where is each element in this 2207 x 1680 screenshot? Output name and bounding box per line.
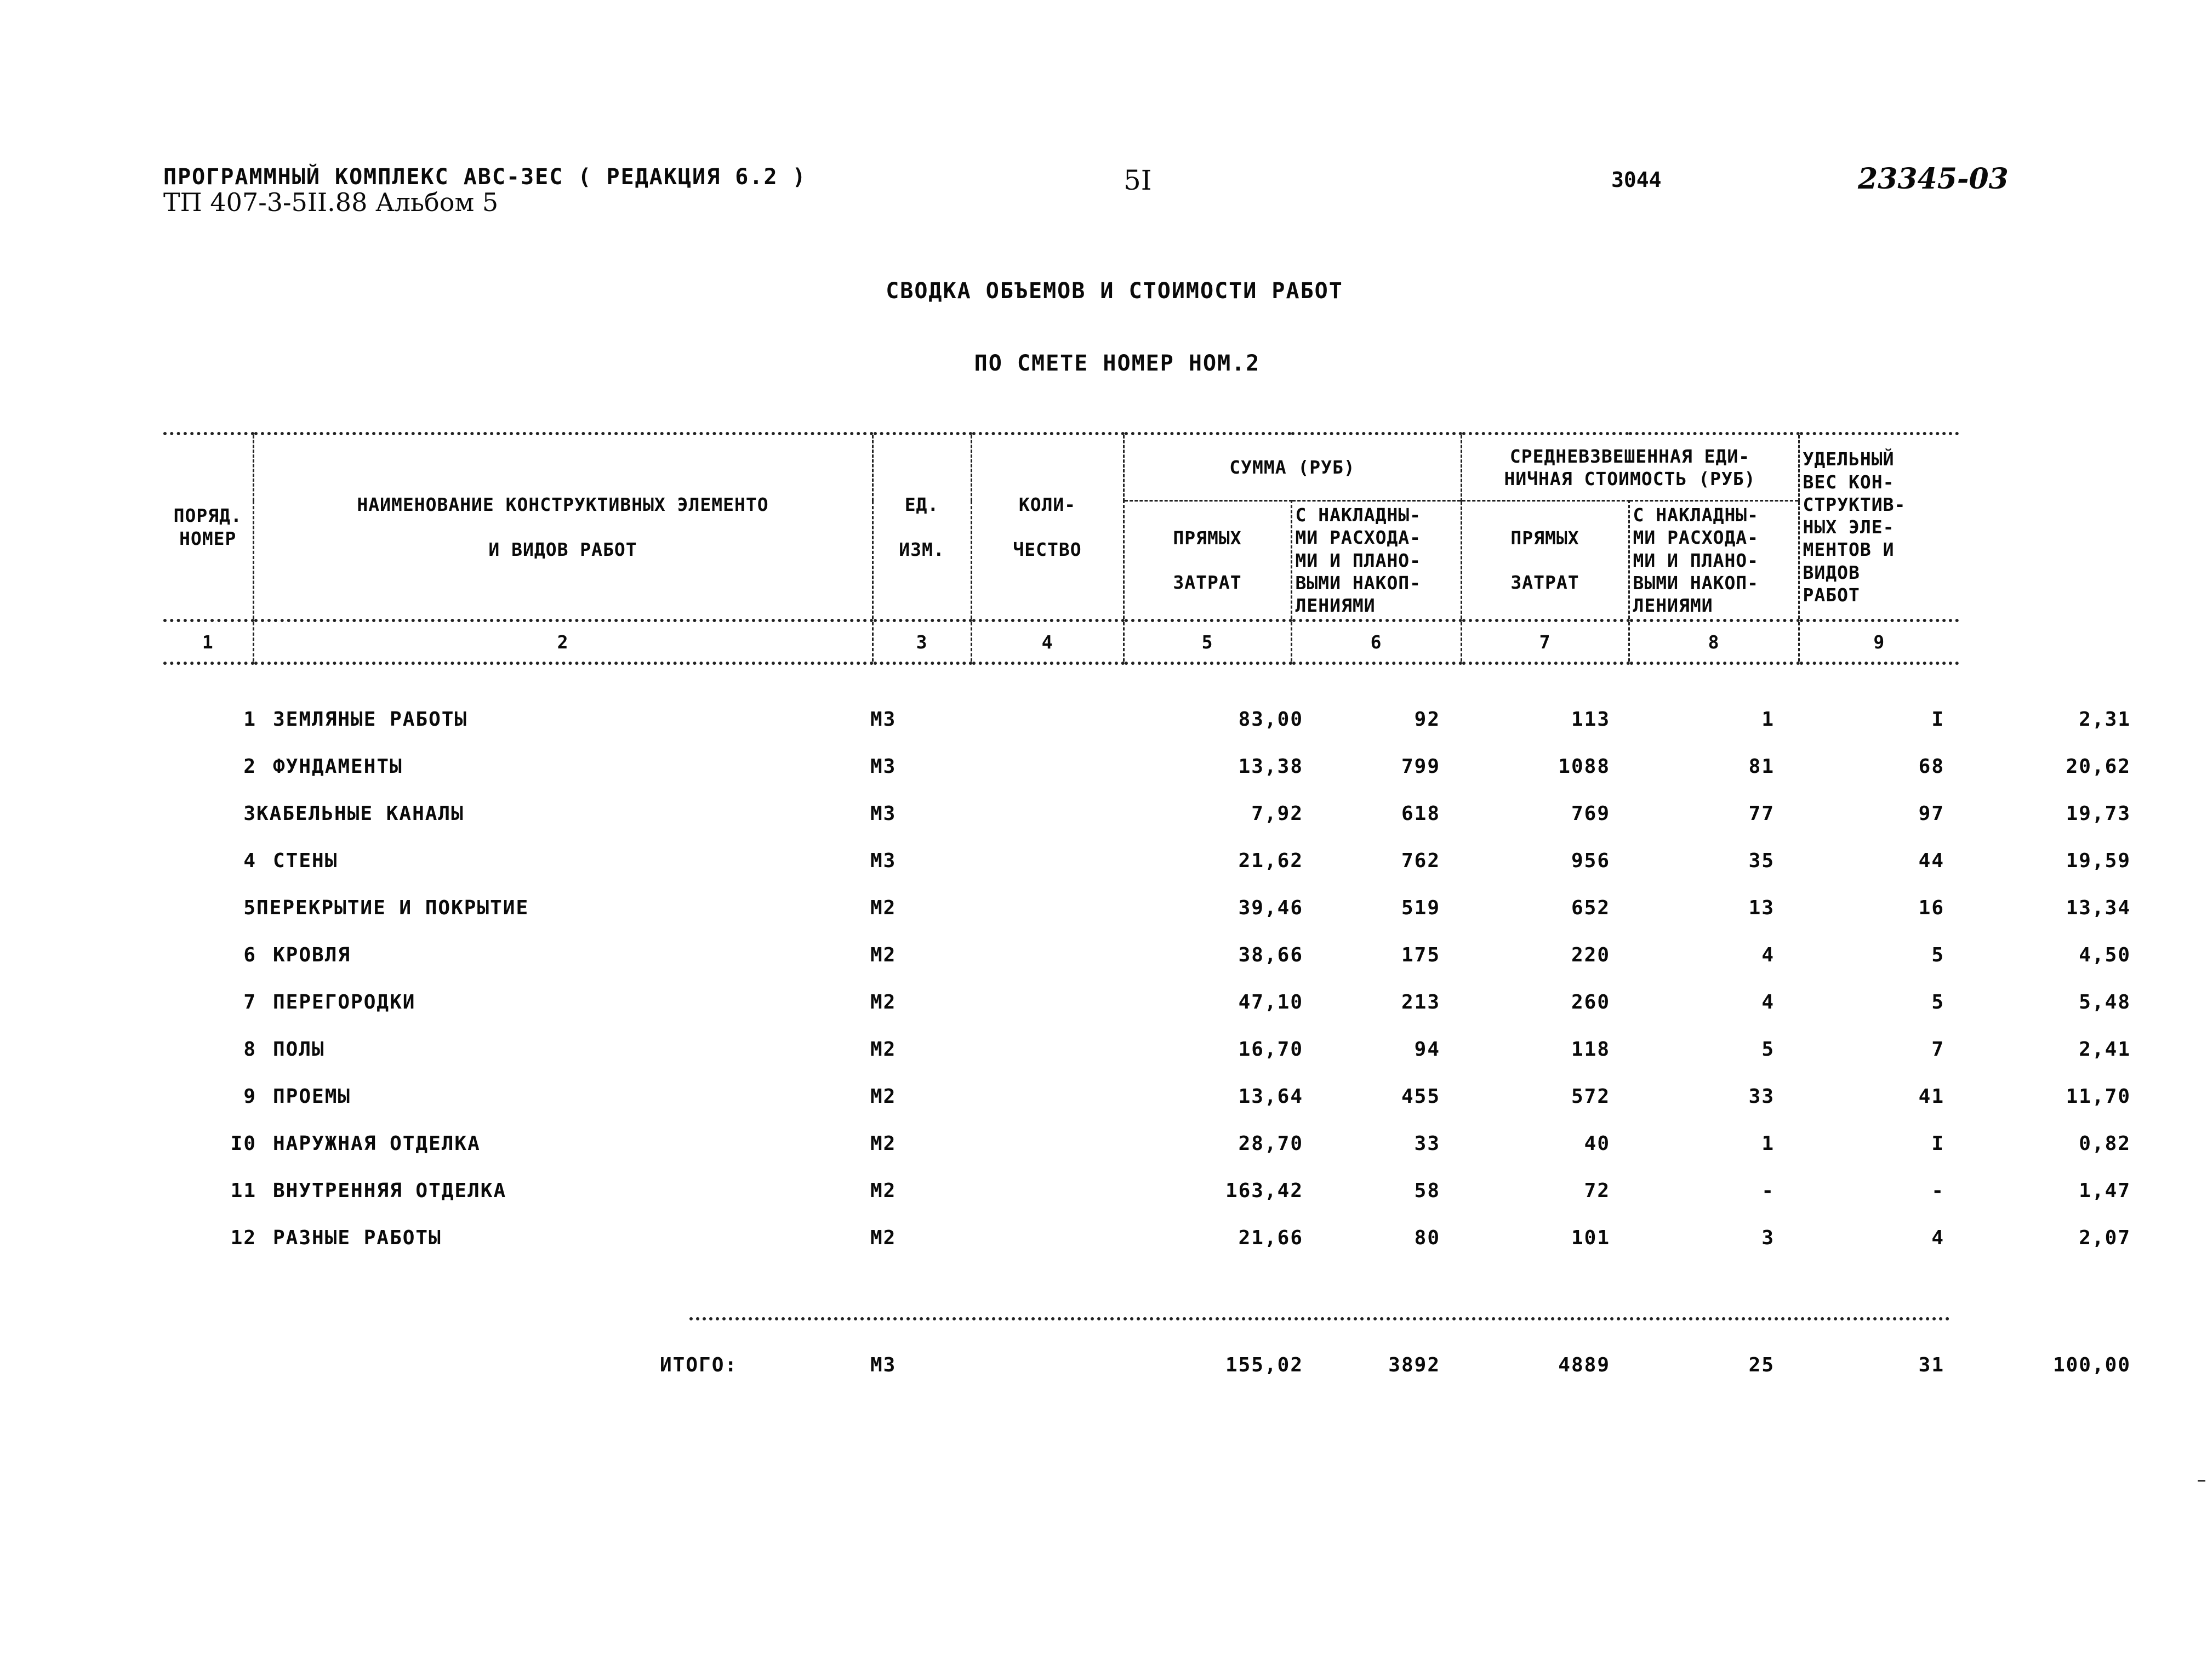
header-order-number: ПОРЯД. НОМЕР <box>163 434 253 620</box>
row-number: 7 <box>243 991 256 1013</box>
header-average-cost-group: СРЕДНЕВЗВЕШЕННАЯ ЕДИ- НИЧНАЯ СТОИМОСТЬ (РУБ) <box>1461 434 1799 501</box>
row-unit: М3 <box>870 708 897 731</box>
total-separator <box>689 1317 1950 1320</box>
row-name: НАРУЖНАЯ ОТДЕЛКА <box>273 1132 481 1155</box>
row-avg-direct: - <box>1761 1180 1775 1202</box>
total-label: ИТОГО: <box>660 1354 738 1376</box>
row-unit: М2 <box>870 897 897 919</box>
row-quantity: 39,46 <box>1238 897 1303 919</box>
row-direct: 618 <box>1401 802 1440 825</box>
row-avg-overhead: I <box>1931 1132 1944 1155</box>
row-quantity: 21,62 <box>1238 850 1303 872</box>
table-row <box>163 897 2131 944</box>
row-overhead: 652 <box>1571 897 1610 919</box>
column-number: 2 <box>253 620 872 663</box>
row-number: I0 <box>230 1132 256 1155</box>
row-number: 11 <box>230 1180 256 1202</box>
table-row <box>163 850 2131 897</box>
row-name: ЗЕМЛЯНЫЕ РАБОТЫ <box>273 708 468 731</box>
table-row <box>163 755 2131 802</box>
row-avg-overhead: 16 <box>1918 897 1944 919</box>
total-avg-direct: 25 <box>1748 1354 1775 1376</box>
row-quantity: 13,64 <box>1238 1085 1303 1108</box>
row-direct: 799 <box>1401 755 1440 778</box>
row-avg-overhead: 41 <box>1918 1085 1944 1108</box>
row-direct: 80 <box>1414 1227 1440 1249</box>
row-unit: М2 <box>870 1085 897 1108</box>
row-unit: М2 <box>870 991 897 1013</box>
row-name: СТЕНЫ <box>273 850 338 872</box>
row-avg-overhead: I <box>1931 708 1944 731</box>
row-overhead: 220 <box>1571 944 1610 966</box>
row-weight: 11,70 <box>2066 1085 2131 1108</box>
row-name: ВНУТРЕННЯЯ ОТДЕЛКА <box>273 1180 507 1202</box>
document-title: СВОДКА ОБЪЕМОВ И СТОИМОСТИ РАБОТ <box>886 278 1343 304</box>
row-number: 4 <box>243 850 256 872</box>
row-number: 6 <box>243 944 256 966</box>
row-unit: М2 <box>870 1038 897 1061</box>
table-row <box>163 802 2131 850</box>
row-direct: 455 <box>1401 1085 1440 1108</box>
row-number: 1 <box>243 708 256 731</box>
total-direct: 3892 <box>1388 1354 1440 1376</box>
total-avg-overhead: 31 <box>1918 1354 1944 1376</box>
row-avg-direct: 35 <box>1748 850 1775 872</box>
header-avg-with-overhead: С НАКЛАДНЫ- МИ РАСХОДА- МИ И ПЛАНО- ВЫМИ НАКОП- ЛЕНИЯМИ <box>1629 501 1799 621</box>
row-weight: 4,50 <box>2079 944 2131 966</box>
table-row <box>163 1085 2131 1132</box>
row-number: 5 <box>243 897 256 919</box>
row-number: 8 <box>243 1038 256 1061</box>
program-header: ПРОГРАММНЫЙ КОМПЛЕКС АВС-3ЕС ( РЕДАКЦИЯ 6.2 ) <box>163 164 807 190</box>
column-number: 1 <box>163 620 253 663</box>
table-row <box>163 1180 2131 1227</box>
row-number: 9 <box>243 1085 256 1108</box>
column-number: 6 <box>1291 620 1461 663</box>
row-direct: 175 <box>1401 944 1440 966</box>
row-quantity: 28,70 <box>1238 1132 1303 1155</box>
row-weight: 2,31 <box>2079 708 2131 731</box>
header-avg-direct-costs: ПРЯМЫХ ЗАТРАТ <box>1461 501 1629 621</box>
row-weight: 1,47 <box>2079 1180 2131 1202</box>
row-number: 3 <box>243 802 256 825</box>
row-unit: М2 <box>870 944 897 966</box>
row-direct: 58 <box>1414 1180 1440 1202</box>
total-unit: М3 <box>870 1354 897 1376</box>
row-weight: 20,62 <box>2066 755 2131 778</box>
column-number: 4 <box>971 620 1124 663</box>
table-row <box>163 944 2131 991</box>
table-row <box>163 1038 2131 1085</box>
row-weight: 2,07 <box>2079 1227 2131 1249</box>
row-avg-direct: 33 <box>1748 1085 1775 1108</box>
row-name: КРОВЛЯ <box>273 944 351 966</box>
row-avg-direct: 81 <box>1748 755 1775 778</box>
row-unit: М2 <box>870 1180 897 1202</box>
row-number: 2 <box>243 755 256 778</box>
row-avg-overhead: 5 <box>1931 944 1944 966</box>
row-avg-overhead: 5 <box>1931 991 1944 1013</box>
row-quantity: 7,92 <box>1251 802 1303 825</box>
row-overhead: 113 <box>1571 708 1610 731</box>
column-number: 5 <box>1124 620 1291 663</box>
row-name: КАБЕЛЬНЫЕ КАНАЛЫ <box>256 802 464 825</box>
total-weight: 100,00 <box>2052 1354 2131 1376</box>
document-subtitle: ПО СМЕТЕ НОМЕР НОМ.2 <box>974 351 1261 376</box>
row-direct: 213 <box>1401 991 1440 1013</box>
code-number: 3044 <box>1611 168 1662 192</box>
row-unit: М2 <box>870 1227 897 1249</box>
row-avg-direct: 77 <box>1748 802 1775 825</box>
header-unit: ЕД. ИЗМ. <box>872 434 971 620</box>
row-overhead: 956 <box>1571 850 1610 872</box>
table-row <box>163 1227 2131 1274</box>
margin-mark <box>2198 1480 2205 1482</box>
row-overhead: 1088 <box>1558 755 1610 778</box>
row-avg-overhead: 44 <box>1918 850 1944 872</box>
row-weight: 13,34 <box>2066 897 2131 919</box>
row-direct: 762 <box>1401 850 1440 872</box>
row-overhead: 118 <box>1571 1038 1610 1061</box>
row-weight: 5,48 <box>2079 991 2131 1013</box>
total-overhead: 4889 <box>1558 1354 1610 1376</box>
row-unit: М3 <box>870 802 897 825</box>
row-avg-direct: 5 <box>1761 1038 1775 1061</box>
row-name: ПОЛЫ <box>273 1038 325 1061</box>
row-direct: 519 <box>1401 897 1440 919</box>
header-specific-weight: УДЕЛЬНЫЙ ВЕС КОН- СТРУКТИВ- НЫХ ЭЛЕ- МЕНТОВ И ВИДОВ РАБОТ <box>1799 434 1959 620</box>
row-overhead: 101 <box>1571 1227 1610 1249</box>
row-avg-direct: 3 <box>1761 1227 1775 1249</box>
row-weight: 2,41 <box>2079 1038 2131 1061</box>
row-quantity: 21,66 <box>1238 1227 1303 1249</box>
row-quantity: 83,00 <box>1238 708 1303 731</box>
row-avg-direct: 13 <box>1748 897 1775 919</box>
header-element-name: НАИМЕНОВАНИЕ КОНСТРУКТИВНЫХ ЭЛЕМЕНТО И ВИДОВ РАБОТ <box>253 434 872 620</box>
table-row <box>163 991 2131 1038</box>
row-name: ПЕРЕГОРОДКИ <box>273 991 416 1013</box>
row-unit: М3 <box>870 850 897 872</box>
row-name: ПЕРЕКРЫТИЕ И ПОКРЫТИЕ <box>256 897 529 919</box>
row-name: ПРОЕМЫ <box>273 1085 351 1108</box>
row-quantity: 163,42 <box>1225 1180 1303 1202</box>
row-quantity: 16,70 <box>1238 1038 1303 1061</box>
table-row <box>163 708 2131 755</box>
row-avg-overhead: 7 <box>1931 1038 1944 1061</box>
table-header <box>163 432 1959 665</box>
row-number: 12 <box>230 1227 256 1249</box>
column-number: 3 <box>872 620 971 663</box>
table-row <box>163 1354 2131 1401</box>
total-row <box>163 1354 2131 1401</box>
row-overhead: 572 <box>1571 1085 1610 1108</box>
header-quantity: КОЛИ- ЧЕСТВО <box>971 434 1124 620</box>
row-avg-overhead: 97 <box>1918 802 1944 825</box>
column-number: 8 <box>1629 620 1799 663</box>
page-number: 5I <box>1124 164 1152 196</box>
total-quantity: 155,02 <box>1225 1354 1303 1376</box>
table-body <box>163 708 2131 1274</box>
row-avg-direct: 1 <box>1761 1132 1775 1155</box>
row-direct: 33 <box>1414 1132 1440 1155</box>
row-overhead: 40 <box>1584 1132 1610 1155</box>
table-row <box>163 1132 2131 1180</box>
row-quantity: 38,66 <box>1238 944 1303 966</box>
row-direct: 94 <box>1414 1038 1440 1061</box>
row-overhead: 769 <box>1571 802 1610 825</box>
header-direct-costs: ПРЯМЫХ ЗАТРАТ <box>1124 501 1291 621</box>
row-unit: М2 <box>870 1132 897 1155</box>
row-avg-direct: 1 <box>1761 708 1775 731</box>
row-direct: 92 <box>1414 708 1440 731</box>
row-overhead: 260 <box>1571 991 1610 1013</box>
row-quantity: 47,10 <box>1238 991 1303 1013</box>
row-weight: 19,59 <box>2066 850 2131 872</box>
document-number: 23345-03 <box>1858 162 2009 196</box>
row-weight: 0,82 <box>2079 1132 2131 1155</box>
album-reference: ТП 407-3-5II.88 Альбом 5 <box>163 187 499 217</box>
row-avg-overhead: 68 <box>1918 755 1944 778</box>
row-avg-overhead: 4 <box>1931 1227 1944 1249</box>
row-avg-direct: 4 <box>1761 944 1775 966</box>
row-unit: М3 <box>870 755 897 778</box>
row-name: РАЗНЫЕ РАБОТЫ <box>273 1227 442 1249</box>
row-quantity: 13,38 <box>1238 755 1303 778</box>
header-sum-group: СУММА (РУБ) <box>1124 434 1461 501</box>
row-avg-overhead: - <box>1931 1180 1944 1202</box>
row-weight: 19,73 <box>2066 802 2131 825</box>
row-avg-direct: 4 <box>1761 991 1775 1013</box>
header-with-overhead: С НАКЛАДНЫ- МИ РАСХОДА- МИ И ПЛАНО- ВЫМИ НАКОП- ЛЕНИЯМИ <box>1291 501 1461 621</box>
column-number: 7 <box>1461 620 1629 663</box>
row-overhead: 72 <box>1584 1180 1610 1202</box>
column-number: 9 <box>1799 620 1959 663</box>
row-name: ФУНДАМЕНТЫ <box>273 755 403 778</box>
